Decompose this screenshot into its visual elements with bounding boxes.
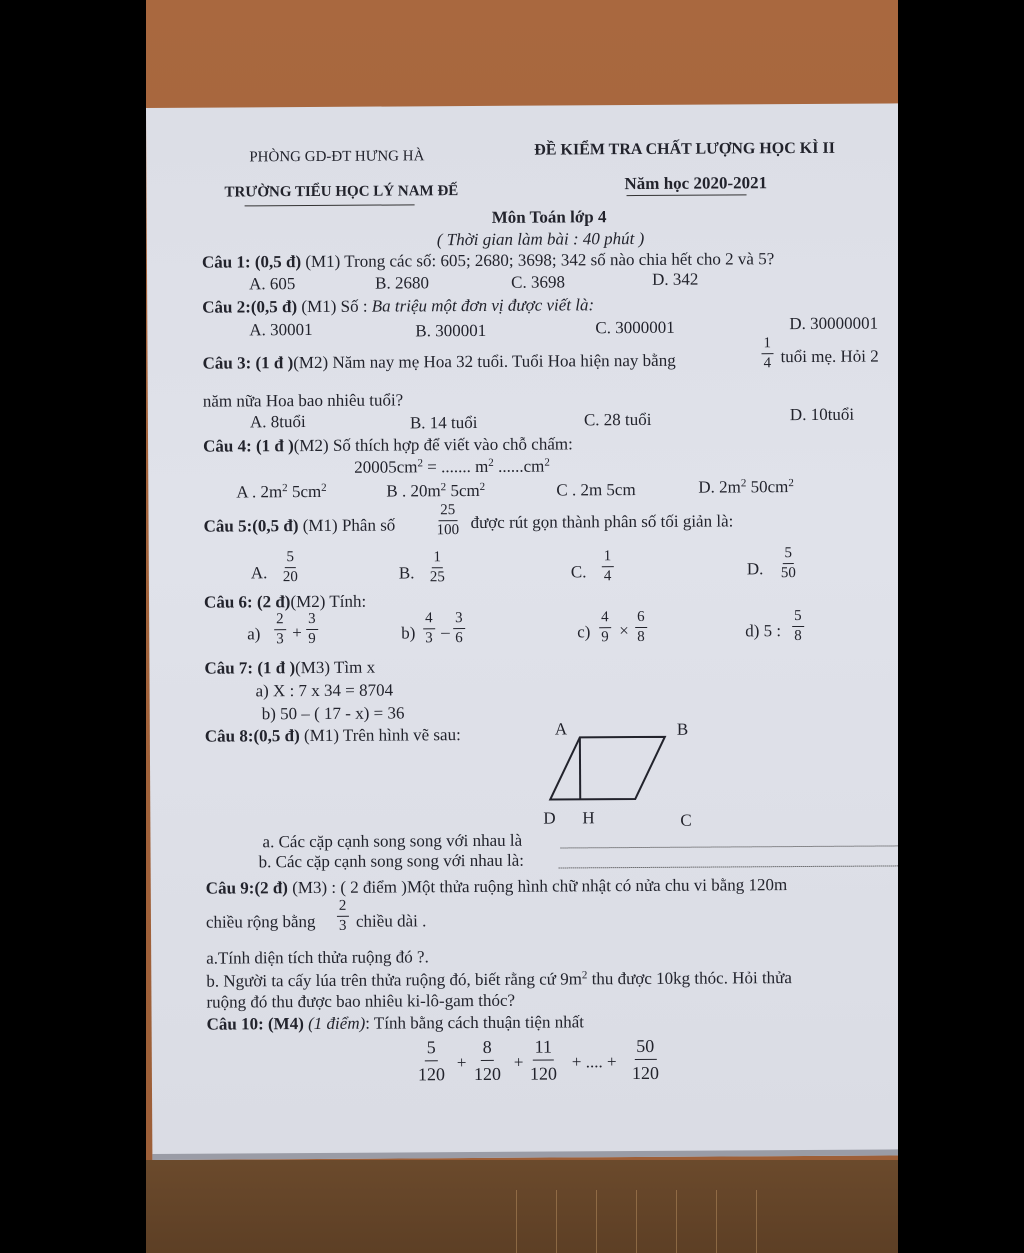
q6b-operator: – <box>441 622 450 642</box>
q6c-label: c) <box>577 622 591 642</box>
question-7: Câu 7: (1 đ )(M3) Tìm x <box>204 657 376 678</box>
q7-part-a: a) X : 7 x 34 = 8704 <box>255 680 394 701</box>
q3-line-2: năm nữa Hoa bao nhiêu tuổi? <box>202 390 404 411</box>
q4-equation: $20005cm^2$ = ....... $m^2$ $......cm^2$ <box>354 456 550 477</box>
office-name: PHÒNG GD-ĐT HƯNG HÀ <box>249 148 425 166</box>
q1-option-c[interactable]: C. 3698 <box>511 272 565 292</box>
vertex-a: A <box>554 719 568 739</box>
q2-option-c[interactable]: C. 3000001 <box>595 317 675 338</box>
q5-option-a-fraction[interactable]: $\frac{5}{20}$ <box>282 549 298 586</box>
q5-fraction: $\frac{25}{100}$ <box>436 502 460 539</box>
q6c-frac-2: $\frac{6}{8}$ <box>637 608 645 646</box>
q9-fraction: $\frac{2}{3}$ <box>338 897 347 934</box>
question-9: Câu 9:(2 đ) (M3) : ( 2 điểm )Một thửa ruộng hình chữ nhật có nửa chu vi bằng 120m <box>205 875 788 898</box>
vertex-h: H <box>582 808 595 828</box>
question-10: Câu 10: (M4) (1 điểm): Tính bằng cách thuận tiện nhất <box>206 1012 585 1034</box>
q5-option-c-letter[interactable]: C. <box>570 562 587 582</box>
q8-part-b: b. Các cặp cạnh song song với nhau là: <box>258 850 525 872</box>
question-2: Câu 2:(0,5 đ) (M1) Số : Ba triệu một đơn vị được viết là: <box>202 295 595 317</box>
exam-title: ĐỀ KIỂM TRA CHẤT LƯỢNG HỌC KÌ II <box>534 139 835 159</box>
vertex-c: C <box>680 810 692 830</box>
exam-duration: ( Thời gian làm bài : 40 phút ) <box>436 228 645 250</box>
photo-frame <box>146 0 898 1253</box>
q2-option-d[interactable]: D. 30000001 <box>789 313 879 334</box>
q10-term-1: $\frac{5}{120}$ <box>417 1037 445 1085</box>
vertex-b: B <box>676 719 689 739</box>
q6b-label: b) <box>401 623 416 643</box>
q6b-frac-2: $\frac{3}{6}$ <box>455 610 463 647</box>
q4-option-c[interactable]: C . 2m 5cm <box>556 480 636 500</box>
q8-part-a: a. Các cặp cạnh song song với nhau là <box>262 830 523 852</box>
q4-option-d[interactable]: D. $2m^2$ $50cm^2$ <box>698 477 794 497</box>
q6a-operator: + <box>292 623 302 643</box>
q6d-frac: $\frac{5}{8}$ <box>794 608 802 645</box>
q10-ellipsis: + .... + <box>571 1052 617 1072</box>
question-5: Câu 5:(0,5 đ) (M1) Phân số <box>203 515 396 536</box>
q2-option-a[interactable]: A. 30001 <box>249 319 313 340</box>
q10-plus-1: + <box>456 1053 467 1073</box>
q1-option-a[interactable]: A. 605 <box>249 274 296 294</box>
q6d-label: d) 5 : <box>745 621 782 641</box>
paper-edge <box>152 1149 898 1160</box>
q10-term-4: $\frac{50}{120}$ <box>631 1035 659 1084</box>
q6a-label: a) <box>247 624 261 644</box>
q8a-answer-line[interactable] <box>561 845 898 848</box>
q2-option-b[interactable]: B. 300001 <box>415 320 487 341</box>
q6a-frac-2: $\frac{3}{9}$ <box>308 610 316 648</box>
q7-part-b: b) 50 – ( 17 - x) = 36 <box>261 703 405 724</box>
question-6: Câu 6: (2 đ)(M2) Tính: <box>203 591 367 612</box>
q3-text-end: tuổi mẹ. Hỏi 2 <box>780 346 879 367</box>
q6a-frac-1: $\frac{2}{3}$ <box>276 611 284 648</box>
q5-option-c-fraction[interactable]: $\frac{1}{4}$ <box>603 548 612 585</box>
q1-option-d[interactable]: D. 342 <box>651 269 699 289</box>
q6c-operator: × <box>619 621 629 641</box>
q10-term-3: $\frac{11}{120}$ <box>529 1036 557 1084</box>
q6c-frac-1: $\frac{4}{9}$ <box>601 609 609 646</box>
q9-part-b-line-2: ruộng đó thu được bao nhiêu ki-lô-gam thóc? <box>206 990 516 1012</box>
school-year: Năm học 2020-2021 <box>624 173 768 194</box>
q6b-frac-1: $\frac{4}{3}$ <box>425 610 433 647</box>
q9-part-b: b. Người ta cấy lúa trên thửa ruộng đó, biết rằng cứ $9m^2$ thu được 10kg thóc. Hỏi thửa <box>206 968 792 991</box>
school-name: TRƯỜNG TIỂU HỌC LÝ NAM ĐẾ <box>224 183 459 201</box>
q3-option-c[interactable]: C. 28 tuổi <box>583 409 652 430</box>
question-1: Câu 1: (0,5 đ) (M1) Trong các số: 605; 2680; 3698; 342 số nào chia hết cho 2 và 5? <box>201 249 775 272</box>
q5-option-d-fraction[interactable]: $\frac{5}{50}$ <box>780 545 796 582</box>
q9-part-a: a.Tính diện tích thửa ruộng đó ?. <box>206 947 429 968</box>
q4-option-a[interactable]: A . $2m^2$ $5cm^2$ <box>236 481 327 502</box>
q3-option-b[interactable]: B. 14 tuổi <box>409 412 478 433</box>
q5-text-end: được rút gọn thành phân số tối giản là: <box>470 511 734 533</box>
q10-plus-2: + <box>513 1052 524 1072</box>
q4-option-b[interactable]: B . $20m^2$ $5cm^2$ <box>386 480 486 501</box>
q5-option-d-letter[interactable]: D. <box>746 559 764 579</box>
exam-paper <box>146 103 898 1160</box>
q9-line-2-end: chiều dài . <box>355 911 427 931</box>
q8b-answer-line[interactable] <box>559 865 898 868</box>
q3-option-d[interactable]: D. 10tuổi <box>789 404 855 425</box>
q3-fraction: $\frac{1}{4}$ <box>763 335 772 372</box>
question-3: Câu 3: (1 đ )(M2) Năm nay mẹ Hoa 32 tuổi. Tuổi Hoa hiện nay bằng <box>202 350 676 373</box>
q10-term-2: $\frac{8}{120}$ <box>473 1036 501 1085</box>
vertex-d: D <box>543 808 556 828</box>
table-surface <box>146 1160 898 1253</box>
q9-line-2: chiều rộng bằng <box>205 911 316 932</box>
question-8: Câu 8:(0,5 đ) (M1) Trên hình vẽ sau: <box>204 725 461 746</box>
q1-option-b[interactable]: B. 2680 <box>375 273 429 293</box>
subject-title: Môn Toán lớp 4 <box>491 207 607 227</box>
q3-option-a[interactable]: A. 8tuổi <box>249 412 306 432</box>
q5-option-a-letter[interactable]: A. <box>250 563 268 583</box>
q5-option-b-letter[interactable]: B. <box>398 563 415 583</box>
q5-option-b-fraction[interactable]: $\frac{1}{25}$ <box>429 549 445 586</box>
question-4: Câu 4: (1 đ )(M2) Số thích hợp để viết vào chỗ chấm: <box>203 434 573 456</box>
